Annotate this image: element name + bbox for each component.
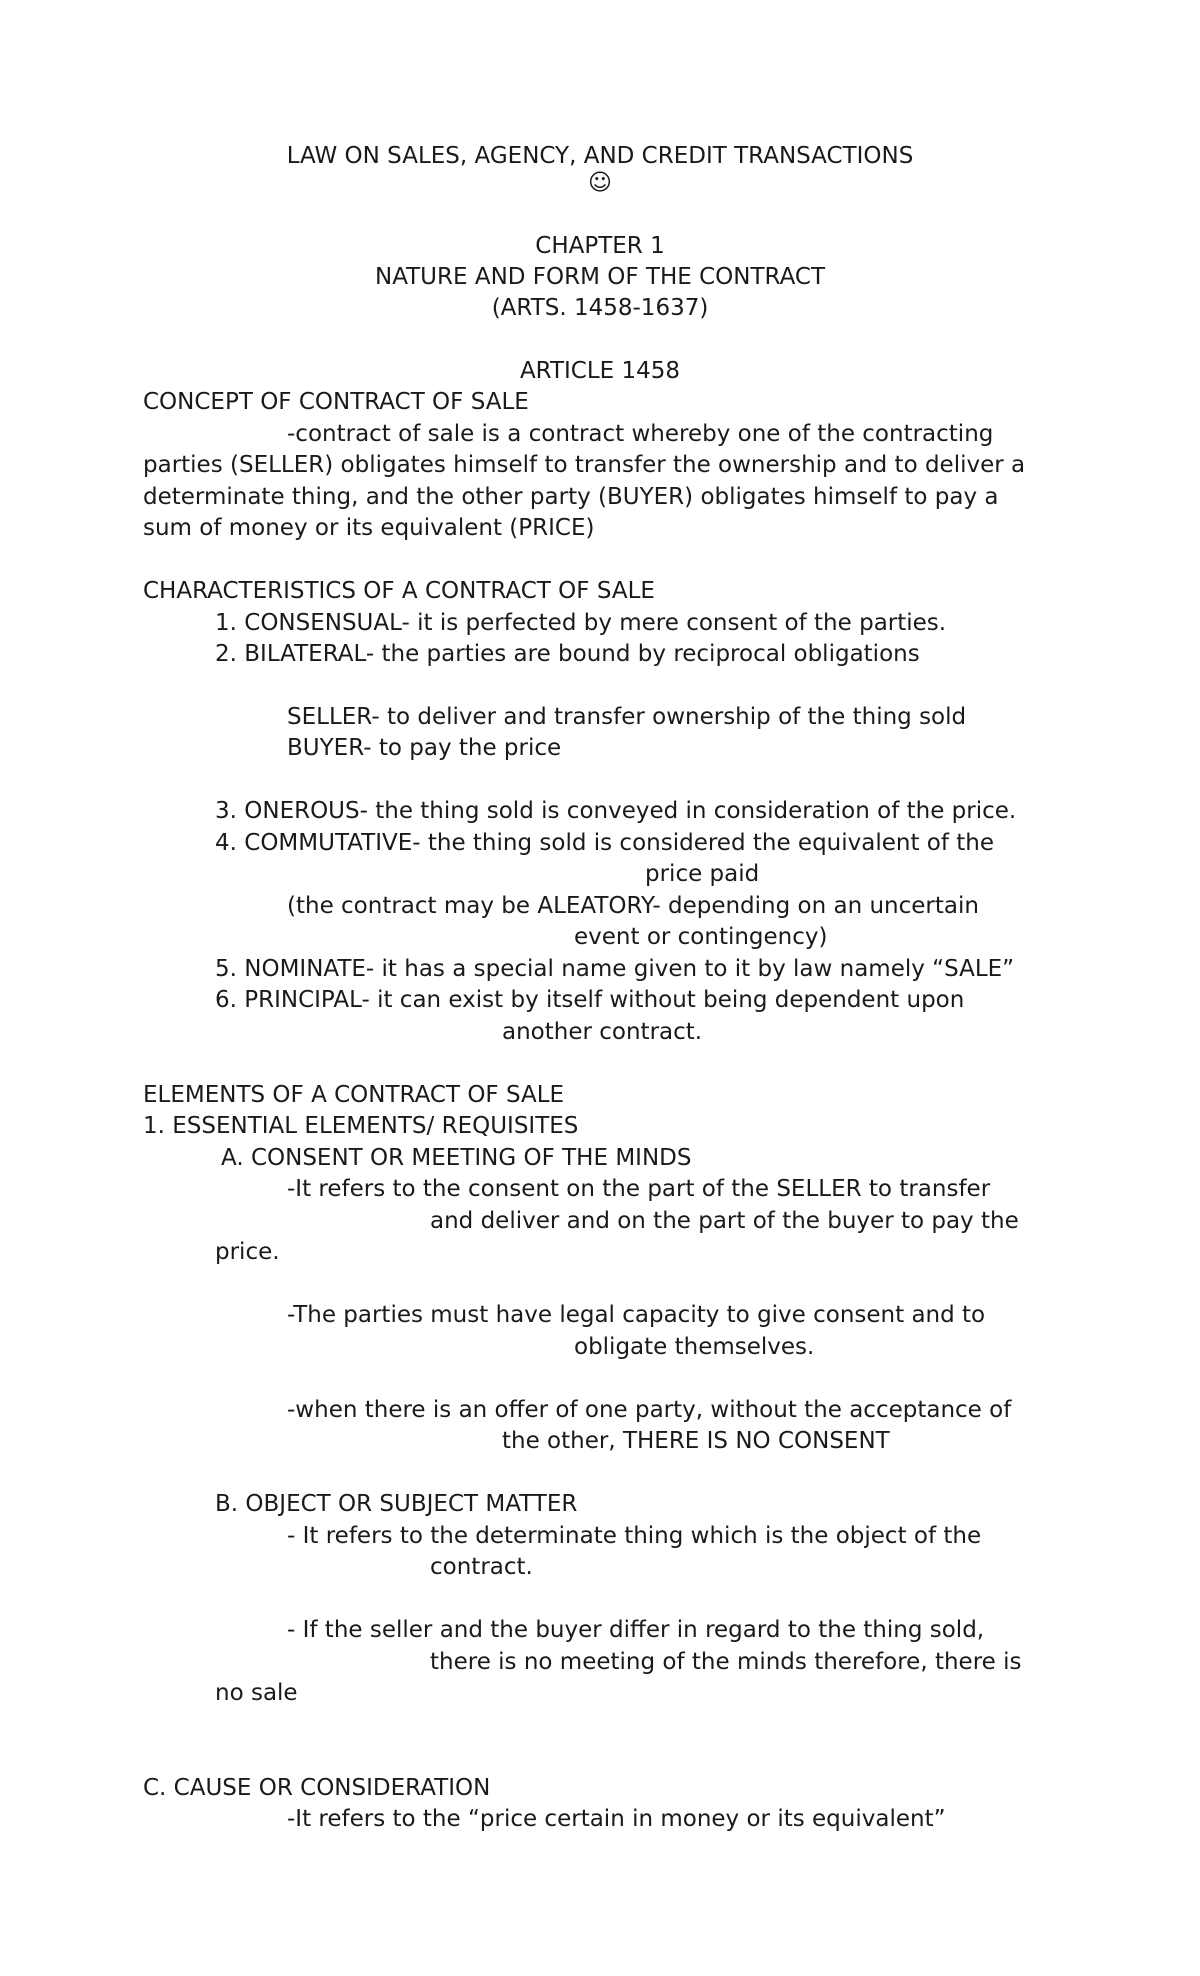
document-title: LAW ON SALES, AGENCY, AND CREDIT TRANSACTIONS (286, 143, 914, 169)
element-text: and deliver and on the part of the buyer to pay the (430, 1208, 1019, 1234)
seller-obligation: SELLER- to deliver and transfer ownership of the thing sold (287, 704, 967, 730)
concept-line: parties (SELLER) obligates himself to transfer the ownership and to deliver a (143, 452, 1026, 478)
element-text: -when there is an offer of one party, without the acceptance of (287, 1397, 1012, 1423)
concept-line: determinate thing, and the other party (BUYER) obligates himself to pay a (143, 484, 999, 510)
aleatory-note-continuation: event or contingency) (574, 924, 828, 950)
element-text: no sale (215, 1680, 298, 1706)
element-text: -The parties must have legal capacity to give consent and to (287, 1302, 986, 1328)
characteristic-item: 1. CONSENSUAL- it is perfected by mere consent of the parties. (215, 610, 947, 636)
element-text: price. (215, 1239, 280, 1265)
characteristics-heading: CHARACTERISTICS OF A CONTRACT OF SALE (143, 578, 655, 604)
chapter-name: NATURE AND FORM OF THE CONTRACT (374, 264, 826, 290)
element-text: obligate themselves. (574, 1334, 815, 1360)
characteristic-item: 3. ONEROUS- the thing sold is conveyed in consideration of the price. (215, 798, 1017, 824)
articles-range: (ARTS. 1458-1637) (491, 295, 709, 321)
characteristic-item: 4. COMMUTATIVE- the thing sold is considered the equivalent of the (215, 830, 995, 856)
concept-line: -contract of sale is a contract whereby one of the contracting (287, 421, 994, 447)
characteristic-item: 6. PRINCIPAL- it can exist by itself without being dependent upon (215, 987, 965, 1013)
essential-elements-heading: 1. ESSENTIAL ELEMENTS/ REQUISITES (143, 1113, 579, 1139)
element-b-heading: B. OBJECT OR SUBJECT MATTER (215, 1491, 578, 1517)
smiley-icon: ☺ (588, 170, 612, 196)
characteristic-item: 5. NOMINATE- it has a special name given to it by law namely “SALE” (215, 956, 1015, 982)
element-text: - If the seller and the buyer differ in regard to the thing sold, (287, 1617, 985, 1643)
elements-heading: ELEMENTS OF A CONTRACT OF SALE (143, 1082, 565, 1108)
characteristic-continuation: another contract. (502, 1019, 703, 1045)
element-c-heading: C. CAUSE OR CONSIDERATION (143, 1775, 491, 1801)
characteristic-item: 2. BILATERAL- the parties are bound by reciprocal obligations (215, 641, 920, 667)
element-a-heading: A. CONSENT OR MEETING OF THE MINDS (221, 1145, 692, 1171)
concept-heading: CONCEPT OF CONTRACT OF SALE (143, 389, 529, 415)
chapter-heading: CHAPTER 1 (535, 233, 665, 259)
element-text: the other, THERE IS NO CONSENT (502, 1428, 890, 1454)
characteristic-continuation: price paid (645, 861, 760, 887)
element-text: -It refers to the “price certain in money or its equivalent” (287, 1806, 946, 1832)
article-heading: ARTICLE 1458 (519, 358, 681, 384)
aleatory-note: (the contract may be ALEATORY- depending on an uncertain (287, 893, 979, 919)
element-text: -It refers to the consent on the part of the SELLER to transfer (287, 1176, 991, 1202)
element-text: - It refers to the determinate thing which is the object of the (287, 1523, 982, 1549)
buyer-obligation: BUYER- to pay the price (287, 735, 562, 761)
element-text: there is no meeting of the minds therefore, there is (430, 1649, 1022, 1675)
element-text: contract. (430, 1554, 533, 1580)
concept-line: sum of money or its equivalent (PRICE) (143, 515, 595, 541)
